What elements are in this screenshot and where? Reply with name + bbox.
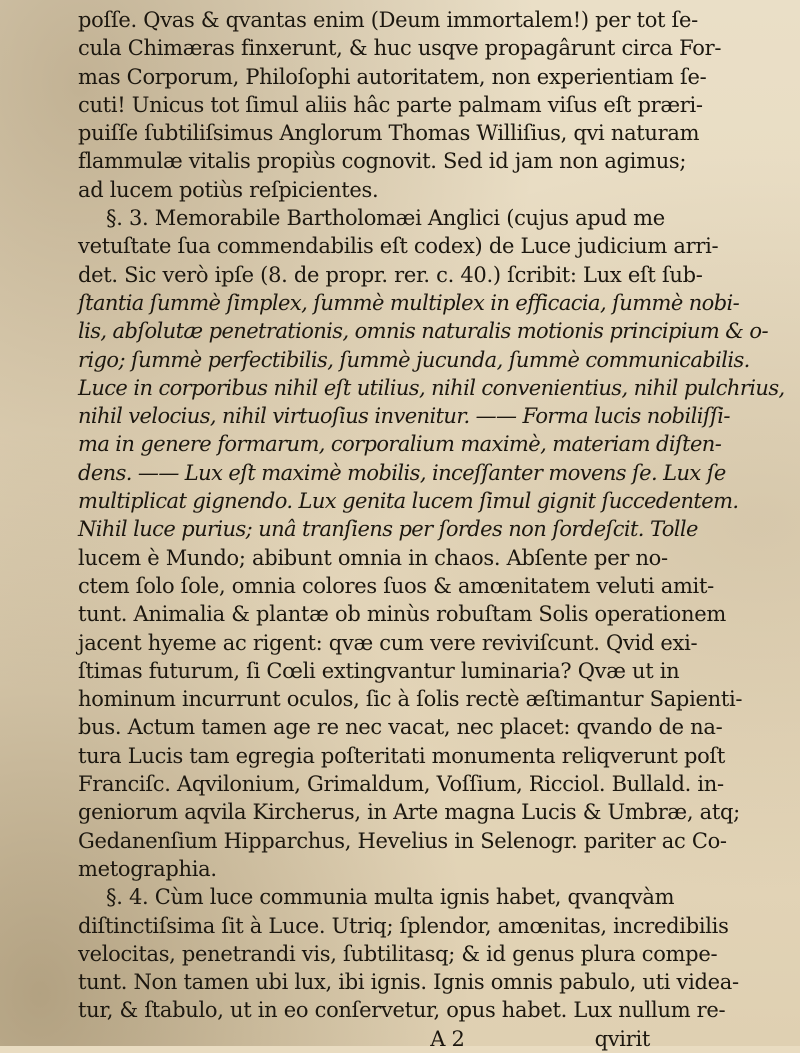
text-line: flammulæ vitalis propiùs cognovit. Sed id jam non agimus; [78,149,687,174]
text-line: puiſſe ſubtiliſsimus Anglorum Thomas Williſius, qvi naturam [78,121,700,146]
quotation-line: rigo; ſummè perfectibilis, ſummè jucunda, ſummè communicabilis. [78,347,750,372]
quotation-line: lis, abſolutæ penetrationis, omnis naturalis motionis principium & o- [78,319,768,344]
signature-mark: A 2 [430,1026,465,1051]
text-line: ad lucem potiùs reſpicientes. [78,177,379,202]
text-line: vetuſtate ſua commendabilis eſt codex) de Luce judicium arri- [78,234,719,259]
text-line: tura Lucis tam egregia poſteritati monumenta reliqverunt poſt [78,743,726,768]
text-line: Franciſc. Aqvilonium, Grimaldum, Voſſium, Ricciol. Bullald. in- [78,772,724,797]
text-line: lucem è Mundo; abibunt omnia in chaos. Abſente per no- [78,545,668,570]
quotation-line: multiplicat gignendo. Lux genita lucem ſimul gignit ſuccedentem. [78,489,739,514]
text-line: hominum incurrunt oculos, ſic à ſolis rectè æſtimantur Sapienti- [78,687,743,712]
text-line: jacent hyeme ac rigent: qvæ cum vere reviviſcunt. Qvid exi- [78,630,698,655]
quotation-line: ma in genere formarum, corporalium maximè, materiam diſten- [78,432,722,457]
text-line: det. Sic verò ipſe (8. de propr. rer. c. 40.) ſcribit: Lux eſt ſub- [78,262,703,287]
text-line: cuti! Unicus tot ſimul aliis hâc parte palmam viſus eſt præri- [78,92,703,117]
quotation-line: ſtantia ſummè ſimplex, ſummè multiplex in efficacia, ſummè nobi- [78,290,740,315]
page-footer [78,1025,710,1053]
quotation-line: nihil velocius, nihil virtuoſius invenitur. —— Forma lucis nobiliſſi- [78,404,730,429]
catchword: qvirit [594,1026,650,1051]
text-line: velocitas, penetrandi vis, ſubtilitasq; & id genus plura compe- [78,941,718,966]
text-line: diſtinctiſsima ſit à Luce. Utriq; ſplendor, amœnitas, incredibilis [78,913,729,938]
text-line: poſſe. Qvas & qvantas enim (Deum immortalem!) per tot ſe- [78,8,698,32]
text-line: tunt. Non tamen ubi lux, ibi ignis. Ignis omnis pabulo, uti videa- [78,970,739,995]
paragraph-3-start: §. 3. Memorabile Bartholomæi Anglici (cujus apud me [106,206,665,231]
text-line: tur, & ſtabulo, ut in eo conſervetur, opus habet. Lux nullum re- [78,998,726,1023]
text-line: mas Corporum, Philoſophi autoritatem, non experientiam ſe- [78,64,707,89]
text-line: Gedanenſium Hipparchus, Hevelius in Selenogr. pariter ac Co- [78,828,727,853]
text-line: ctem ſolo ſole, omnia colores ſuos & amœnitatem veluti amit- [78,573,714,598]
quotation-line: dens. —— Lux eſt maximè mobilis, inceſſanter movens ſe. Lux ſe [78,460,726,485]
paragraph-4-start: §. 4. Cùm luce communia multa ignis habet, qvanqvàm [106,885,675,910]
text-line: geniorum aqvila Kircherus, in Arte magna Lucis & Umbræ, atq; [78,800,740,825]
quotation-line: Nihil luce purius; unâ tranſiens per ſordes non ſordeſcit. Tolle [78,517,698,542]
text-line: ſtimas futurum, ſi Cœli extingvantur luminaria? Qvæ ut in [78,658,680,683]
text-line: metographia. [78,856,217,881]
text-line: tunt. Animalia & plantæ ob minùs robuſtam Solis operationem [78,602,726,627]
text-line: bus. Actum tamen age re nec vacat, nec placet: qvando de na- [78,715,723,740]
page-text [78,6,785,1053]
text-line: cula Chimæras finxerunt, & huc usqve propagârunt circa For- [78,36,722,61]
quotation-line: Luce in corporibus nihil eſt utilius, nihil convenientius, nihil pulchrius, [78,375,785,400]
